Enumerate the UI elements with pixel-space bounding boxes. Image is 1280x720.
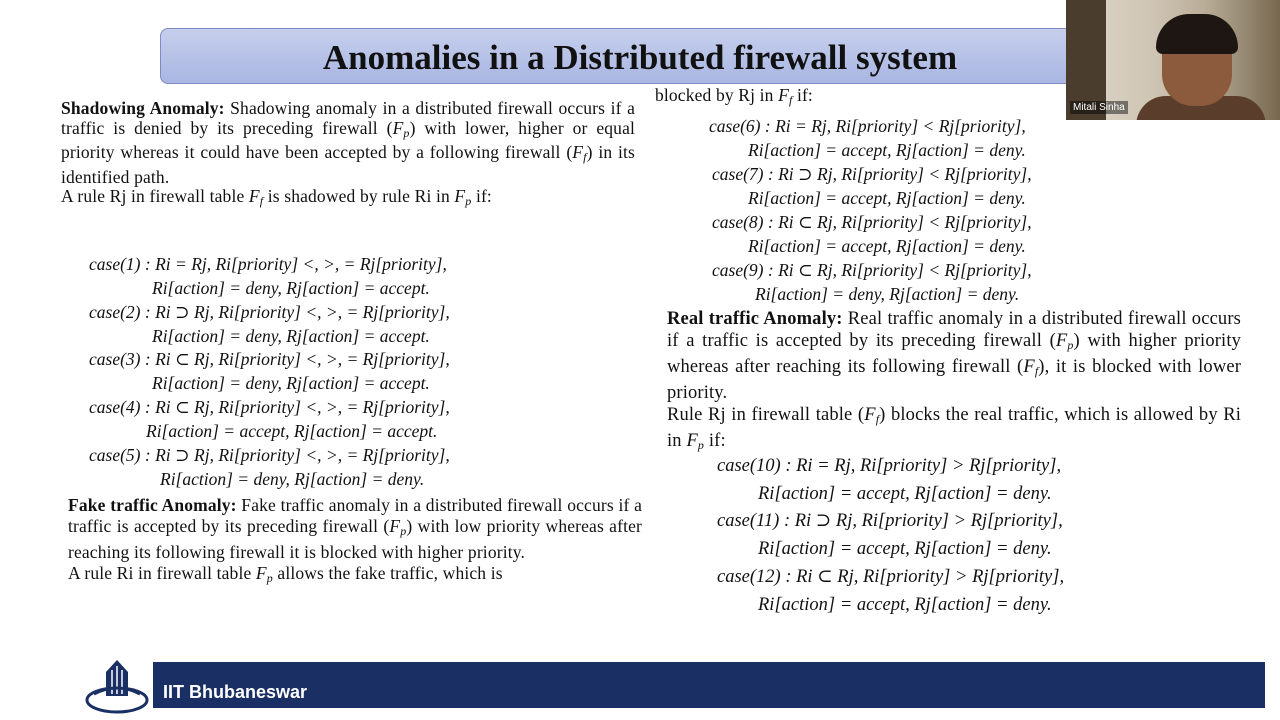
- fake-traffic-rule-text: allows the fake traffic, which is: [272, 563, 503, 583]
- real-traffic-rule-text: blocks the real traffic, which is allowed by Ri in: [667, 405, 1241, 451]
- math-symbol: F: [686, 431, 698, 451]
- case-2-equation: [89, 300, 450, 348]
- blocked-text: if:: [792, 85, 813, 105]
- fake-traffic-anomaly-paragraph: Fake traffic Anomaly: Fake traffic anomaly in a distributed firewall occurs if a traffic is accepted by its preceding firewall $(F_p)$ with low priority whereas after reaching its following firewall it is blocked with higher priority. A rule Ri in firewall table $F_p$ allows the fake traffic, which is: [68, 495, 642, 585]
- blocked-by-line: [655, 86, 1055, 111]
- math-subscript: f: [1034, 364, 1039, 378]
- real-traffic-text: , it is blocked with lower priority.: [667, 357, 1242, 403]
- math-symbol: F: [392, 117, 404, 138]
- fake-traffic-anomaly-heading: Fake traffic Anomaly:: [68, 495, 237, 515]
- math-symbol: F: [864, 405, 876, 425]
- math-subscript: p: [697, 438, 705, 452]
- case-5-equation: [89, 443, 450, 491]
- institution-name: IIT Bhubaneswar: [163, 682, 308, 702]
- case-9-equation: [712, 258, 1032, 306]
- real-traffic-text: with higher priority whereas after reaching its following firewall: [667, 331, 1242, 377]
- math-subscript: p: [403, 125, 410, 140]
- math-symbol: F: [454, 186, 466, 206]
- case-7-equation: [712, 162, 1032, 210]
- equation-line: case(10) : Ri = Rj, Ri[priority] > Rj[priority],: [717, 456, 1062, 476]
- equation-line: Ri[action] = accept, Rj[action] = deny.: [758, 484, 1052, 504]
- math-subscript: f: [259, 194, 264, 208]
- math-symbol: F: [778, 85, 789, 105]
- math-subscript: p: [266, 571, 273, 585]
- shadowing-rule-text: if:: [471, 186, 492, 206]
- equation-line: case(2) : Ri ⊃ Rj, Ri[priority] <, >, = Rj[priority],: [89, 302, 450, 322]
- equation-line: Ri[action] = accept, Rj[action] = accept.: [146, 421, 438, 441]
- real-traffic-rule-text: Rule Rj in firewall table: [667, 405, 858, 425]
- math-subscript: p: [400, 524, 407, 538]
- equation-line: case(3) : Ri ⊂ Rj, Ri[priority] <, >, = Rj[priority],: [89, 349, 450, 369]
- case-6-equation: [709, 114, 1026, 162]
- math-subscript: f: [583, 150, 587, 164]
- equation-line: Ri[action] = deny, Rj[action] = accept.: [152, 326, 430, 346]
- math-symbol: F: [255, 563, 267, 583]
- equation-line: Ri[action] = accept, Rj[action] = deny.: [758, 595, 1052, 615]
- math-subscript: p: [465, 194, 472, 208]
- participant-video-tile[interactable]: [1066, 0, 1280, 120]
- equation-line: case(9) : Ri ⊂ Rj, Ri[priority] < Rj[priority],: [712, 260, 1032, 280]
- math-subscript: f: [788, 93, 793, 107]
- equation-line: case(5) : Ri ⊃ Rj, Ri[priority] <, >, = Rj[priority],: [89, 445, 450, 465]
- math-symbol: F: [1055, 331, 1068, 351]
- case-10-equation: [717, 452, 1061, 508]
- equation-line: Ri[action] = deny, Rj[action] = accept.: [152, 373, 430, 393]
- math-subscript: p: [1067, 338, 1074, 352]
- equation-line: Ri[action] = accept, Rj[action] = deny.: [748, 140, 1026, 160]
- case-3-equation: [89, 347, 450, 395]
- equation-line: Ri[action] = accept, Rj[action] = deny.: [748, 236, 1026, 256]
- math-symbol: F: [248, 186, 260, 206]
- case-1-equation: [89, 252, 447, 300]
- fake-traffic-text: with low priority whereas after reaching its following firewall it is blocked with higher priority.: [68, 516, 642, 562]
- equation-line: Ri[action] = accept, Rj[action] = deny.: [758, 539, 1052, 559]
- real-traffic-rule-text: if:: [704, 431, 726, 451]
- equation-line: case(6) : Ri = Rj, Ri[priority] < Rj[priority],: [709, 116, 1026, 136]
- equation-line: case(1) : Ri = Rj, Ri[priority] <, >, = Rj[priority],: [89, 254, 447, 274]
- blocked-text: blocked by Rj in: [655, 85, 779, 105]
- case-4-equation: [89, 395, 450, 443]
- shadowing-text: Shadowing anomaly in a distributed firewall occurs if a traffic is denied by its preceding firewall: [61, 98, 635, 138]
- shadowing-rule-text: A rule Rj in firewall table: [61, 186, 249, 206]
- fake-traffic-rule-text: A rule Ri in firewall table: [68, 563, 256, 583]
- equation-line: Ri[action] = deny, Rj[action] = accept.: [152, 278, 430, 298]
- shadowing-text: in its identified path.: [61, 142, 635, 187]
- equation-line: case(7) : Ri ⊃ Rj, Ri[priority] < Rj[priority],: [712, 164, 1032, 184]
- participant-hair: [1156, 14, 1238, 54]
- real-traffic-anomaly-paragraph: Real traffic Anomaly: Real traffic anomaly in a distributed firewall occurs if a traffic is accepted by its preceding firewall $(F_p)$ with higher priority whereas after reaching its following firewall $(F_f)$, it is blocked with lower priority. Rule Rj in firewall table $(F_f)$ blocks the real traffic, which is allowed by Ri in $F_p$ if:: [667, 309, 1242, 452]
- participant-name-label: Mitali Sinha: [1070, 101, 1128, 114]
- case-8-equation: [712, 210, 1032, 258]
- slide-title: Anomalies in a Distributed firewall system: [322, 38, 958, 77]
- real-traffic-text: Real traffic anomaly in a distributed firewall occurs if a traffic is accepted by its preceding firewall: [667, 309, 1241, 351]
- math-subscript: f: [875, 412, 880, 426]
- equation-line: case(4) : Ri ⊂ Rj, Ri[priority] <, >, = Rj[priority],: [89, 397, 450, 417]
- fake-traffic-text: Fake traffic anomaly in a distributed firewall occurs if a traffic is accepted by its preceding firewall: [68, 495, 642, 536]
- equation-line: case(12) : Ri ⊂ Rj, Ri[priority] > Rj[priority],: [717, 567, 1065, 587]
- shadowing-text: with lower, higher or equal priority whereas it could have been accepted by a following firewall: [61, 117, 635, 162]
- math-symbol: F: [1023, 357, 1035, 377]
- math-symbol: F: [572, 142, 584, 162]
- equation-line: Ri[action] = accept, Rj[action] = deny.: [748, 188, 1026, 208]
- case-11-equation: [717, 507, 1063, 563]
- shadowing-rule-text: is shadowed by rule Ri in: [263, 186, 455, 206]
- shadowing-anomaly-paragraph: Shadowing Anomaly: Shadowing anomaly in a distributed firewall occurs if a traffic is denied by its preceding firewall $(F_p)$ with lower, higher or equal priority whereas it could have been accepted by a following firewall $(F_f)$ in its identified path. A rule Rj in firewall table $F_f$ is shadowed by rule Ri in $F_p$ if:: [61, 98, 635, 208]
- equation-line: Ri[action] = deny, Rj[action] = deny.: [160, 469, 425, 489]
- equation-line: Ri[action] = deny, Rj[action] = deny.: [755, 284, 1020, 304]
- iit-bhubaneswar-logo-icon: [84, 656, 150, 714]
- equation-line: case(11) : Ri ⊃ Rj, Ri[priority] > Rj[priority],: [717, 511, 1063, 531]
- math-symbol: F: [389, 516, 401, 536]
- equation-line: case(8) : Ri ⊂ Rj, Ri[priority] < Rj[priority],: [712, 212, 1032, 232]
- case-12-equation: [717, 563, 1064, 619]
- real-traffic-anomaly-heading: Real traffic Anomaly:: [667, 309, 843, 329]
- shadowing-anomaly-heading: Shadowing Anomaly:: [61, 98, 225, 118]
- footer-bar: [153, 662, 1265, 708]
